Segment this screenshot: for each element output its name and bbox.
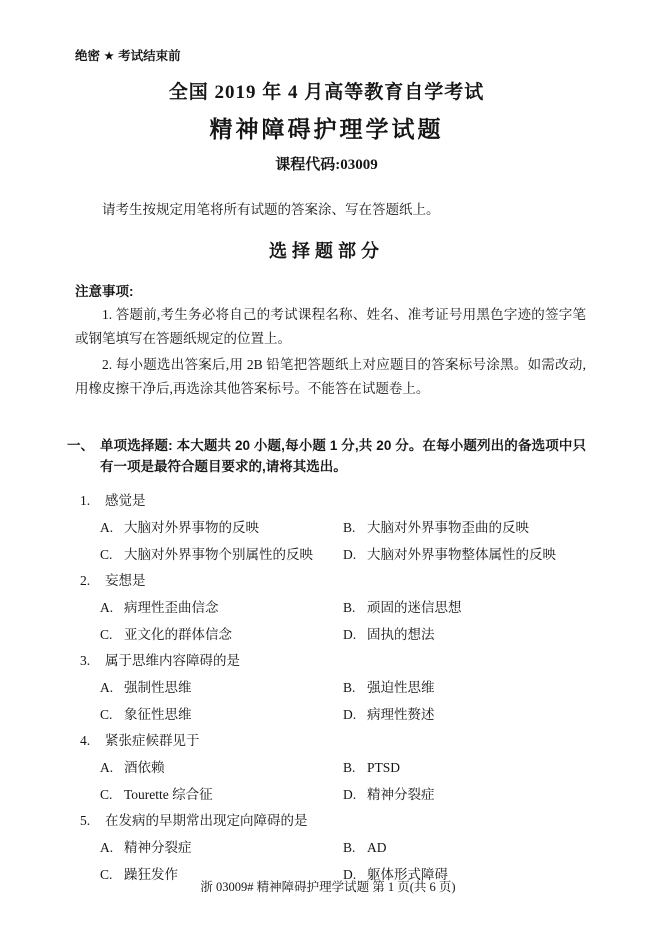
option-d — [343, 621, 586, 648]
option-d — [343, 541, 586, 568]
question-text: 妄想是 — [105, 573, 146, 588]
question-options — [100, 594, 586, 648]
question-stem — [67, 568, 586, 594]
paper-title: 精神障碍护理学试题 — [209, 116, 444, 142]
question-stem — [67, 728, 586, 754]
option-text: 精神分裂症 — [367, 787, 435, 802]
option-b — [343, 834, 586, 861]
question-options — [100, 674, 586, 728]
question-text: 在发病的早期常出现定向障碍的是 — [105, 813, 308, 828]
section-one-text: 单项选择题: 本大题共 20 小题,每小题 1 分,共 20 分。在每小题列出的备选项中只有一项是最符合题目要求的,请将其选出。 — [100, 438, 586, 474]
option-label: D. — [343, 547, 357, 562]
question-stem — [67, 648, 586, 674]
question-number: 5. — [80, 813, 91, 828]
question-text: 紧张症候群见于 — [105, 733, 200, 748]
option-c — [100, 781, 343, 808]
question-options — [100, 514, 586, 568]
question-list — [67, 488, 586, 888]
option-label: C. — [100, 547, 113, 562]
answer-sheet-instruction: 请考生按规定用笔将所有试题的答案涂、写在答题纸上。 — [102, 202, 440, 217]
option-label: C. — [100, 867, 113, 882]
option-text: 固执的想法 — [367, 627, 435, 642]
option-label: A. — [100, 840, 114, 855]
question-4 — [67, 728, 586, 808]
option-b — [343, 514, 586, 541]
option-text: 强迫性思维 — [367, 680, 435, 695]
question-options — [100, 754, 586, 808]
classification-banner: 绝密 ★ 考试结束前 — [75, 49, 181, 63]
option-label: A. — [100, 760, 114, 775]
notice-item-2: 2. 每小题选出答案后,用 2B 铅笔把答题纸上对应题目的答案标号涂黑。如需改动,用橡皮擦干净后,再选涂其他答案标号。不能答在试题卷上。 — [75, 357, 586, 396]
option-c — [100, 541, 343, 568]
option-label: C. — [100, 627, 113, 642]
question-stem — [67, 488, 586, 514]
option-text: 亚文化的群体信念 — [124, 627, 232, 642]
option-label: B. — [343, 760, 356, 775]
course-code: 课程代码:03009 — [275, 157, 378, 173]
question-number: 3. — [80, 653, 91, 668]
option-label: B. — [343, 680, 356, 695]
option-text: 精神分裂症 — [124, 840, 192, 855]
option-a — [100, 834, 343, 861]
question-5 — [67, 808, 586, 888]
option-text: 大脑对外界事物整体属性的反映 — [367, 547, 556, 562]
option-label: B. — [343, 600, 356, 615]
option-text: 躯体形式障碍 — [367, 867, 448, 882]
option-label: A. — [100, 680, 114, 695]
option-text: AD — [367, 840, 387, 855]
option-text: 大脑对外界事物个别属性的反映 — [124, 547, 313, 562]
option-c — [100, 621, 343, 648]
option-label: D. — [343, 707, 357, 722]
exam-session-title: 全国 2019 年 4 月高等教育自学考试 — [168, 82, 485, 103]
option-text: 大脑对外界事物歪曲的反映 — [367, 520, 529, 535]
option-text: 顽固的迷信思想 — [367, 600, 462, 615]
question-number: 1. — [80, 493, 91, 508]
option-text: 病理性歪曲信念 — [124, 600, 219, 615]
option-text: Tourette 综合征 — [124, 787, 213, 802]
option-c — [100, 701, 343, 728]
option-text: 酒依赖 — [124, 760, 165, 775]
option-d — [343, 701, 586, 728]
option-text: 躁狂发作 — [124, 867, 178, 882]
option-text: PTSD — [367, 760, 401, 775]
option-label: D. — [343, 627, 357, 642]
section-header: 选择题部分 — [269, 241, 384, 261]
section-one-number: 一、 — [67, 438, 94, 453]
page-footer: 浙 03009# 精神障碍护理学试题 第 1 页(共 6 页) — [200, 880, 456, 894]
option-a — [100, 594, 343, 621]
question-text: 属于思维内容障碍的是 — [105, 653, 240, 668]
question-text: 感觉是 — [105, 493, 146, 508]
notice-item-1: 1. 答题前,考生务必将自己的考试课程名称、姓名、准考证号用黑色字迹的签字笔或钢笔填写在答题纸规定的位置上。 — [75, 307, 586, 346]
question-3 — [67, 648, 586, 728]
option-label: B. — [343, 840, 356, 855]
option-a — [100, 754, 343, 781]
option-b — [343, 754, 586, 781]
option-label: C. — [100, 707, 113, 722]
option-text: 病理性赘述 — [367, 707, 435, 722]
question-stem — [67, 808, 586, 834]
option-b — [343, 594, 586, 621]
option-label: D. — [343, 867, 357, 882]
option-label: A. — [100, 600, 114, 615]
option-text: 象征性思维 — [124, 707, 192, 722]
option-text: 大脑对外界事物的反映 — [124, 520, 259, 535]
option-label: D. — [343, 787, 357, 802]
question-2 — [67, 568, 586, 648]
option-a — [100, 514, 343, 541]
option-b — [343, 674, 586, 701]
notice-heading: 注意事项: — [75, 284, 134, 299]
question-number: 4. — [80, 733, 91, 748]
option-text: 强制性思维 — [124, 680, 192, 695]
option-label: B. — [343, 520, 356, 535]
question-1 — [67, 488, 586, 568]
option-a — [100, 674, 343, 701]
option-d — [343, 781, 586, 808]
option-label: A. — [100, 520, 114, 535]
option-label: C. — [100, 787, 113, 802]
section-one-heading — [67, 435, 586, 477]
question-number: 2. — [80, 573, 91, 588]
